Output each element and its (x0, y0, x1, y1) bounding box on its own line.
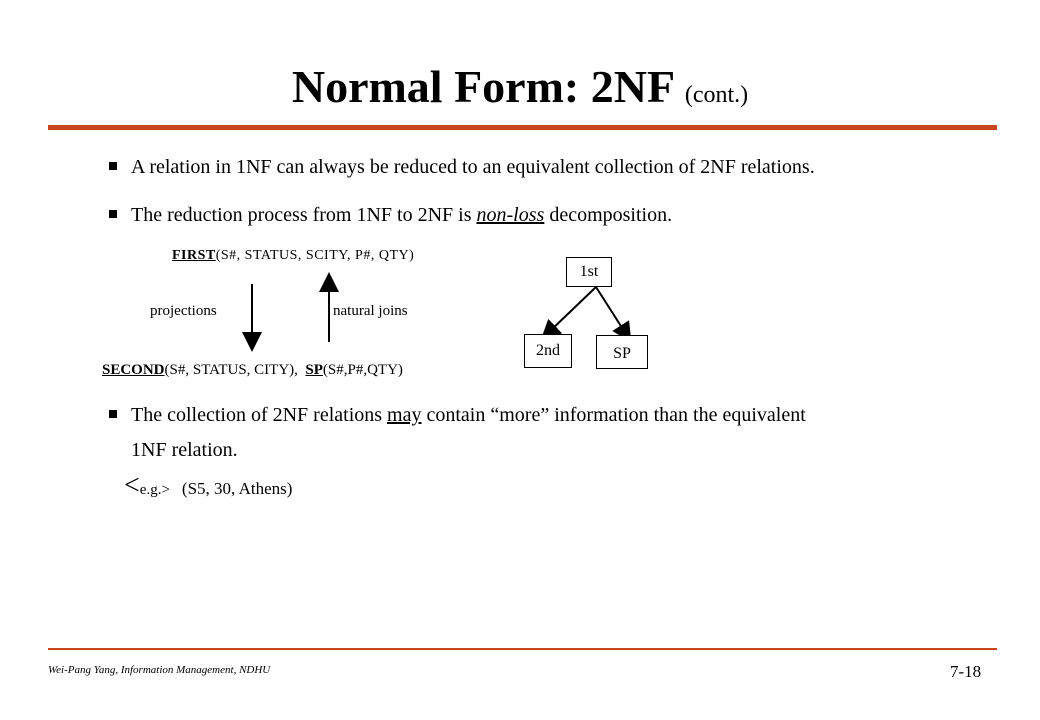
second-relation-attrs: (S#, STATUS, CITY), (164, 362, 298, 378)
bullet-3-post: contain “more” information than the equivalent (421, 404, 806, 426)
example-open: < (124, 470, 140, 501)
title-main: Normal Form: 2NF (291, 61, 674, 112)
bullet-3-emph: may (387, 404, 422, 426)
bullet-2-post: decomposition. (544, 204, 673, 226)
second-relations (102, 362, 403, 379)
bullet-square-icon (109, 410, 117, 418)
second-relation-name: SECOND (102, 362, 165, 378)
example-tuple: (S5, 30, Athens) (181, 479, 293, 498)
projections-label: projections (150, 303, 217, 319)
title-sub: (cont.) (684, 82, 749, 108)
tree-node-2nd: 2nd (524, 334, 572, 368)
first-relation-attrs: (S#, STATUS, SCITY, P#, QTY) (215, 248, 415, 263)
bullet-3-pre: The collection of 2NF relations (131, 404, 388, 426)
sp-relation-attrs: (S#,P#,QTY) (322, 362, 403, 378)
bullet-2-emph: non-loss (476, 204, 545, 226)
bullet-1-text: A relation in 1NF can always be reduced to an equivalent collection of 2NF relations. (131, 156, 815, 178)
example-tag: e.g.> (139, 482, 170, 498)
example-line (124, 470, 292, 502)
bullet-2-pre: The reduction process from 1NF to 2NF is (131, 204, 477, 226)
natural-joins-label: natural joins (333, 303, 408, 319)
bullet-3-line2: 1NF relation. (131, 439, 238, 461)
footer-author: Wei-Pang Yang, Information Management, NDHU (48, 664, 271, 676)
tree-edge-left (548, 287, 596, 333)
tree-node-1st: 1st (566, 257, 612, 287)
page-number: 7-18 (950, 662, 982, 681)
sp-relation-name: SP (305, 362, 323, 378)
footer-divider (48, 648, 997, 650)
first-relation-name: FIRST (172, 248, 216, 263)
tree-node-sp: SP (596, 335, 648, 369)
bullet-3 (109, 402, 806, 428)
tree-edge-right (596, 287, 626, 334)
